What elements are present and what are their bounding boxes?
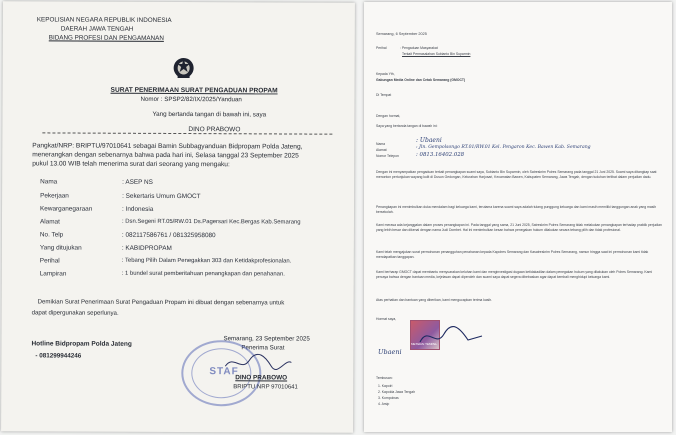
hormat-text: Hormat saya, xyxy=(376,317,397,321)
field-label: Lampiran xyxy=(39,270,67,278)
field-value: : Dsn.Segeni RT.05/RW.01 Ds.Pagersari Kec.Bergas Kab.Semarang xyxy=(121,218,301,226)
field-label: Alamat xyxy=(376,148,387,152)
field-label: Perihal xyxy=(39,257,60,265)
paragraph: Atas perhatian dan bantuan yang diberikan, kami mengucapkan terima kasih. xyxy=(376,298,493,302)
intro-text: Saya yang bertanda tangan di bawah ini: xyxy=(376,124,438,128)
paragraph: Penangkapan ini menimbulkan duka mendalam bagi keluarga kami, terutama karena suami saya adalah tulang punggung keluarga dan kami masih memiliki tanggungan anak yang masih bersekolah. xyxy=(376,205,657,214)
perihal-value: : Pengaduan Masyarakat xyxy=(400,46,438,50)
letter-number: Nomor : SPSP2/82/IX/2025/Yanduan xyxy=(140,95,242,104)
field-label: Yang ditujukan xyxy=(39,244,82,252)
field-label: Nama xyxy=(40,178,58,186)
signed-below-text: Yang bertanda tangan di bawah ini, saya xyxy=(152,110,267,119)
kepada: Kepada Yth, xyxy=(376,72,395,76)
field-label: Kewarganegaraan xyxy=(40,205,93,213)
field-value-handwritten: : 0813.16402.028 xyxy=(416,152,465,158)
field-value: : Tebang Pilih Dalam Penegakkan 303 dan Ketidakprofesionalan. xyxy=(121,257,292,265)
field-label: Pekerjaan xyxy=(40,192,69,200)
body-line-2: menerangkan dengan sebenarnya bahwa pada hari ini, Selasa tanggal 23 September 2025 xyxy=(32,151,299,160)
sign-role: Penerima Surat xyxy=(241,344,285,352)
police-emblem-icon xyxy=(172,55,196,79)
tembusan-item: 4. Arsip xyxy=(378,402,390,406)
field-label: Nomor Telepon xyxy=(376,154,399,158)
paragraph: Kami telah mengajukan surat permohonan penangguhan penahanan kepada Kapolres Semarang dan Kasatreskrim Polres Semarang, namun hingga saat ini permohonan kami tidak mendapatkan tanggapan. xyxy=(376,250,649,259)
paragraph: Kami berharap GMOCT dapat membantu menyuarakan keluhan kami dan menginvestigasi dugaan ketidakadilan dalam penegakan hukum yang dilakukan oleh Polres Semarang. Kami percaya bahwa dengan bantuan media, kejelasan dapat diperoleh dan suami saya dapat segera dibebaskan agar dapat kembali menghidupi keluarga kami. xyxy=(376,270,653,279)
sign-nrp: BRIPTU NRP 97010641 xyxy=(233,384,298,391)
field-label: Nama xyxy=(376,142,386,146)
meterai-label: METERAI TEMPEL xyxy=(411,342,438,346)
signature-name: Ubaeni xyxy=(378,348,402,356)
field-label: No. Telp xyxy=(39,231,64,239)
header-line-1: KEPOLISIAN NEGARA REPUBLIK INDONESIA xyxy=(36,16,172,24)
field-row xyxy=(40,244,350,255)
closing-line-1: Demikian Surat Penerimaan Surat Pengaduan Propam ini dibuat dengan sebenarnya untuk xyxy=(37,298,285,307)
field-value: : 082117586761 / 081325958080 xyxy=(121,231,216,240)
salutation: Dengan hormat, xyxy=(376,114,401,118)
field-value: : 1 bundel surat pemberitahuan penangkapan dan penahanan. xyxy=(121,270,285,278)
signer-line xyxy=(42,132,332,134)
body-line-1: Pangkat/NRP: BRIPTU/97010641 sebagai Bamin Subbagyanduan Bidpropam Polda Jateng, xyxy=(32,142,303,151)
signer-name: DINO PRABOWO xyxy=(188,126,241,134)
complaint-letter xyxy=(364,2,672,432)
field-label: Alamat xyxy=(39,218,60,226)
body-line-3: pukul 13.00 WIB telah menerima surat dari seorang yang mengaku: xyxy=(32,160,230,169)
field-row xyxy=(40,192,350,203)
field-row xyxy=(40,257,350,268)
field-row xyxy=(40,218,350,229)
closing-line-2: dapat dipergunakan seperlunya. xyxy=(31,309,119,317)
field-row xyxy=(40,231,350,242)
sign-name: DINO PRABOWO xyxy=(235,374,288,382)
propam-receipt-letter xyxy=(1,1,355,433)
field-value: : ASEP NS xyxy=(122,178,153,186)
field-value: : KABIDPROPAM xyxy=(121,244,172,252)
recipient: Gabungan Media Online dan Cetak Semarang (GMOCT) xyxy=(376,78,466,82)
di-tempat: Di Tempat xyxy=(376,93,392,97)
signature-scribble-icon xyxy=(416,324,486,350)
header-line-2: DAERAH JAWA TENGAH xyxy=(60,25,134,33)
header-line-3: BIDANG PROFESI DAN PENGAMANAN xyxy=(48,34,164,42)
field-row xyxy=(40,205,350,216)
field-value: : Sekertaris Umum GMOCT xyxy=(122,192,201,201)
signature-scribble-icon xyxy=(223,352,293,372)
paragraph: Kami merasa ada kejanggalan dalam proses penangkapan ini. Pada tanggal yang sama, 21 Juni 2025, Satreskrim Polres Semarang tidak melakukan penangkapan terhadap praktik perjudian yang lebih besar dan dikenal dengan nama Judi Dombet. Hal ini menimbulkan kesan bahwa penegakan hukum dilakukan secara tebang pilih dan tidak profesional. xyxy=(376,223,662,232)
stamp-text: STAF xyxy=(209,366,239,378)
field-row xyxy=(40,178,350,189)
tembusan-item: 2. Kapolda Jawa Tengah xyxy=(378,390,416,394)
hotline-label: Hotline Bidpropam Polda Jateng xyxy=(31,340,132,348)
field-value: : Indonesia xyxy=(122,205,154,213)
perihal-value-2: Terkait Permasalahan Subianto Bin Suparmin xyxy=(402,52,471,56)
field-value-handwritten: : Ubaeni xyxy=(416,137,442,144)
sign-place-date: Semarang, 23 September 2025 xyxy=(223,335,310,343)
field-row xyxy=(40,270,350,281)
tembusan-item: 1. Kapolri xyxy=(378,384,393,388)
tembusan-label: Tembusan: xyxy=(376,376,393,380)
perihal-label: Perihal xyxy=(376,46,387,50)
hotline-number: - 081299944246 xyxy=(35,352,82,360)
letter-date: Semarang, 6 September 2025 xyxy=(376,32,427,36)
letter-title: SURAT PENERIMAAN SURAT PENGADUAN PROPAM xyxy=(110,86,278,95)
paragraph: Dengan ini menyampaikan pengaduan terkait penangkapan suami saya, Subianto Bin Suparmin, oleh Satreskrim Polres Semarang pada tanggal 21 Juni 2025. Suami saya ditangkap saat menonton pertunjukan wayang kulit di Dusun Gedongan, Kelurahan Harjosari, Kecamatan Bawen, Kabupaten Semarang, Jawa Tengah, dengan tuduhan terlibat dalam perjudian dadu. xyxy=(376,170,657,179)
field-value-handwritten: : Jln. Gempolsongo RT.01/RW.01 Kel. Pengaron Kec. Bawen Kab. Semarang xyxy=(416,145,591,150)
tembusan-item: 3. Kompolnas xyxy=(378,396,399,400)
